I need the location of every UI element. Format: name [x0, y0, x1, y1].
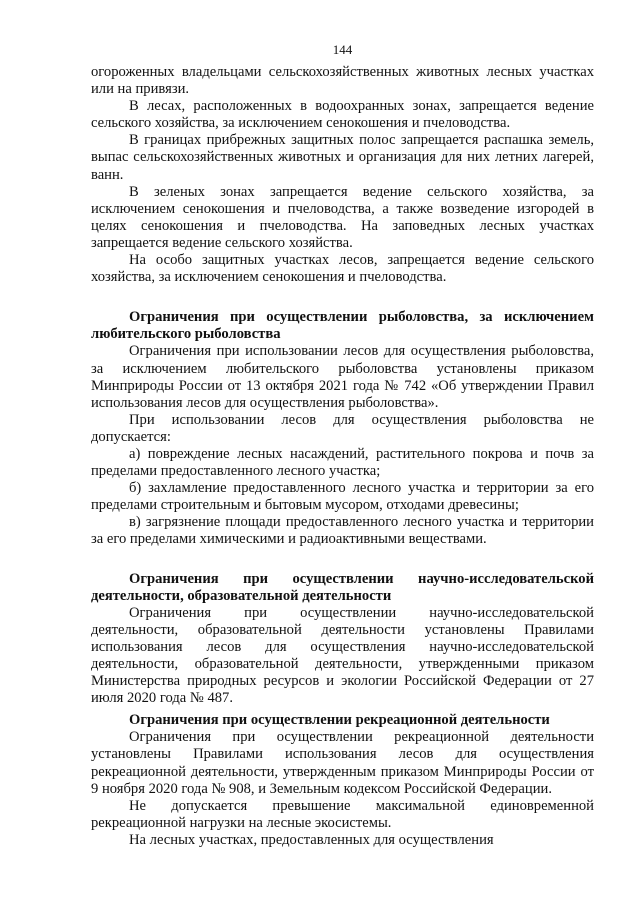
- paragraph: В границах прибрежных защитных полос запрещается распашка земель, выпас сельскохозяйственных животных и организация для них летних лагерей, ванн.: [91, 132, 594, 183]
- paragraph: Ограничения при осуществлении научно-исследовательской деятельности, образовательной деятельности установлены Правилами использования лесов для осуществления научно-исследовательской деятельности, образовательной деятельности, утвержденными приказом Министерства природных ресурсов и экологии Российской Федерации от 27 июля 2020 года № 487.: [91, 604, 594, 707]
- list-item: б) захламление предоставленного лесного участка и территории за его пределами строительным и бытовым мусором, отходами древесины;: [91, 480, 594, 514]
- paragraph: На особо защитных участках лесов, запрещается ведение сельского хозяйства, за исключением сенокошения и пчеловодства.: [91, 252, 594, 286]
- section-heading-fishing: Ограничения при осуществлении рыболовства, за исключением любительского рыболовства: [91, 309, 594, 343]
- section-spacer: [91, 286, 594, 309]
- paragraph: Не допускается превышение максимальной единовременной рекреационной нагрузки на лесные экосистемы.: [91, 797, 594, 831]
- paragraph: При использовании лесов для осуществления рыболовства не допускается:: [91, 411, 594, 445]
- paragraph: В лесах, расположенных в водоохранных зонах, запрещается ведение сельского хозяйства, за исключением сенокошения и пчеловодства.: [91, 98, 594, 132]
- document-page: [91, 0, 594, 849]
- paragraph: Ограничения при осуществлении рекреационной деятельности установлены Правилами использования лесов для осуществления рекреационной деятельности, утвержденным приказом Минприроды России от 9 ноября 2020 года № 908, и Земельным кодексом Российской Федерации.: [91, 729, 594, 797]
- paragraph: огороженных владельцами сельскохозяйственных животных лесных участках или на привязи.: [91, 64, 594, 98]
- paragraph: В зеленых зонах запрещается ведение сельского хозяйства, за исключением сенокошения и пчеловодства, а также возведение изгородей в целях сенокошения и пчеловодства. На заповедных лесных участках запрещается ведение сельского хозяйства.: [91, 183, 594, 251]
- section-heading-recreation: Ограничения при осуществлении рекреационной деятельности: [129, 712, 550, 729]
- document-body: [91, 64, 594, 849]
- paragraph: Ограничения при использовании лесов для осуществления рыболовства, за исключением любительского рыболовства установлены приказом Минприроды России от 13 октября 2021 года № 742 «Об утверждении Правил использования лесов для осуществления рыболовства».: [91, 343, 594, 411]
- list-item: а) повреждение лесных насаждений, растительного покрова и почв за пределами предоставленного лесного участка;: [91, 445, 594, 480]
- section-heading-research: Ограничения при осуществлении научно-исследовательской деятельности, образовательной деятельности: [91, 570, 594, 604]
- page-number: 144: [332, 42, 353, 57]
- list-item: в) загрязнение площади предоставленного лесного участка и территории за его пределами химическими и радиоактивными веществами.: [91, 514, 594, 548]
- paragraph: На лесных участках, предоставленных для осуществления: [129, 831, 494, 848]
- section-spacer: [91, 549, 594, 571]
